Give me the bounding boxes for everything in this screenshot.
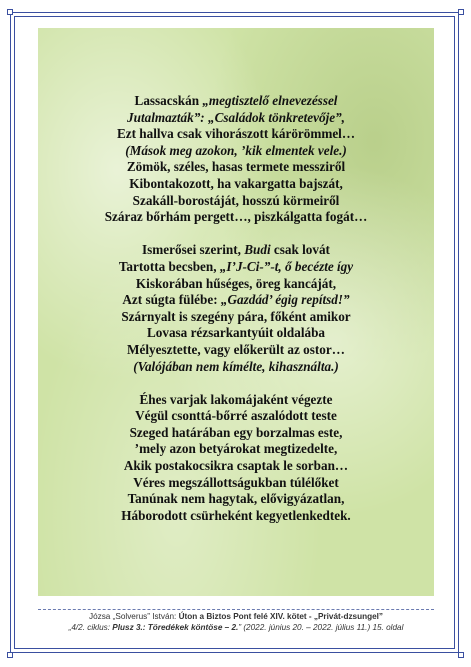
poem-line-segment: Szeged határában egy borzalmas este, [129,424,343,440]
poem-line-segment: Kiskorában hűséges, öreg kancáját, [135,275,337,291]
poem-line [38,359,434,376]
poem-line [38,491,434,508]
poem-line-segment: Lovasa rézsarkantyúit oldalába [146,325,326,341]
poem-line [38,143,434,160]
poem-line-segment: Szakáll-borostáját, hosszú körmeiről [132,192,340,208]
footer-segment: Plusz 3.: Töredékek köntöse – 2. [112,622,239,632]
footer-line-2 [30,623,442,634]
poem-line-segment: Budi [244,242,271,258]
poem-line [38,126,434,143]
page-footer [30,612,442,633]
poem-line-segment: csak lovát [270,242,330,258]
poem-line [38,441,434,458]
footer-segment: ” (2022. június 20. – 2022. július 11.) 15. oldal [238,622,404,632]
poem-line-segment: Ezt hallva csak vihorászott kárörömmel… [116,126,356,142]
poem-line [38,309,434,326]
poem-line-segment: „megtisztelő elnevezéssel [202,93,338,108]
poem-line-segment: Végül csonttá-bőrré aszalódott teste [135,408,337,424]
poem-line-segment: Jutalmazták”: „Családok tönkretevője”, [127,109,345,125]
poem-line [38,408,434,425]
poem-line [38,325,434,342]
poem-line [38,508,434,525]
poem-line-segment: Háborodott csürheként kegyetlenkedtek. [121,507,351,523]
poem-line-segment: Kibontakozott, ha vakargatta bajszát, [129,175,343,191]
poem-stanza [38,242,434,375]
poem-line [38,425,434,442]
border-corner-bottom-left [7,652,13,658]
poem-line [38,110,434,127]
poem-line-segment: Zömök, széles, hasas termete messziről [126,159,346,175]
border-corner-bottom-right [458,652,464,658]
poem-stanza [38,392,434,525]
poem-line-segment: Tanúnak nem hagytak, elővigyázatlan, [127,491,345,507]
poem-line [38,475,434,492]
poem-line-segment: Véres megszállottságukban túlélőket [133,474,339,490]
poem-line [38,93,434,110]
poem-line-segment: Tartotta becsben, [118,258,220,274]
poem-line [38,159,434,176]
footer-segment: Úton a Biztos Pont felé XIV. kötet - „Privát-dzsungel” [178,612,384,621]
poem-line-segment: (Mások meg azokon, ’kik elmentek vele.) [125,142,347,158]
poem-line-segment: Lassacskán [134,93,203,108]
footer-line-1 [30,612,442,623]
poem-line [38,242,434,259]
poem-line-segment: „Gazdád’ égig repítsd!” [220,292,350,308]
poem-line [38,176,434,193]
poem-line-segment: Szárnyalt is szegény pára, főként amikor [121,308,351,324]
poem-line [38,276,434,293]
poem-line-segment: Éhes varjak lakomájaként végezte [139,391,333,407]
poem-line-segment: Azt súgta fülébe: [122,292,221,308]
footer-segment: Józsa „Solverus” István: [88,612,179,621]
poem-text [38,93,434,541]
poem-line-segment: Akik postakocsikra csaptak le sorban… [123,458,349,474]
poem-line [38,259,434,276]
border-corner-top-right [458,9,464,15]
poem-line-segment: (Valójában nem kímélte, kihasználta.) [133,358,339,374]
border-corner-top-left [7,9,13,15]
poem-line [38,209,434,226]
poem-line [38,193,434,210]
footer-divider [38,609,434,610]
footer-segment: „4/2. ciklus: [68,622,113,632]
poem-line-segment: „I’J-Ci-”-t, ő becézte így [219,258,354,274]
poem-line-segment: Száraz bőrhám pergett…, piszkálgatta fogát… [104,209,368,225]
poem-line-segment: Mélyesztette, vagy előkerült az ostor… [127,341,345,357]
poem-stanza [38,93,434,226]
poem-line [38,392,434,409]
poem-line-segment: ’mely azon betyárokat megtizedelte, [134,441,338,457]
poem-line [38,342,434,359]
poem-line [38,458,434,475]
poem-line-segment: Ismerősei szerint, [142,242,245,258]
poem-line [38,292,434,309]
